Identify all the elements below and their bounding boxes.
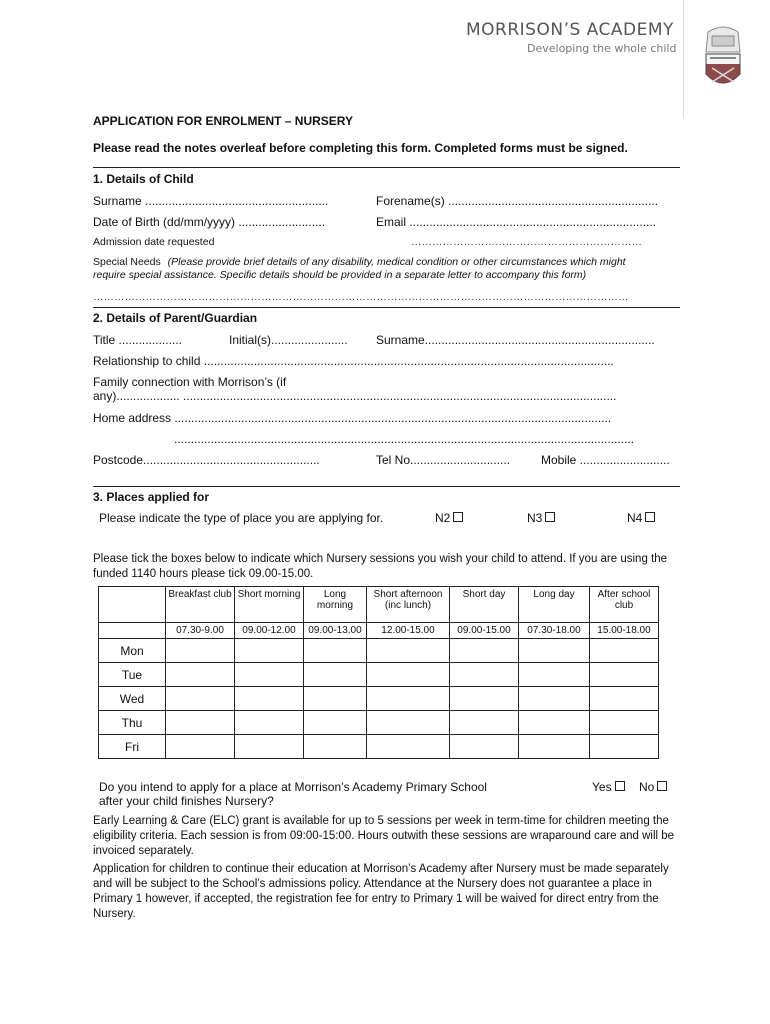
session-time: 09.00-13.00 bbox=[304, 623, 367, 639]
session-time: 09.00-15.00 bbox=[450, 623, 519, 639]
session-checkbox[interactable] bbox=[367, 735, 450, 759]
session-checkbox[interactable] bbox=[450, 639, 519, 663]
session-checkbox[interactable] bbox=[367, 663, 450, 687]
session-checkbox[interactable] bbox=[590, 711, 659, 735]
special-needs-note-2: require special assistance. Specific details should be provided in a separate letter to accompany this form) bbox=[93, 269, 587, 281]
session-checkbox[interactable] bbox=[166, 639, 235, 663]
checkbox-icon[interactable] bbox=[657, 781, 667, 791]
relationship-field[interactable]: Relationship to child ........................................................................................................................... bbox=[93, 354, 614, 368]
home-address-field-2[interactable]: .......................................................................................................................................... bbox=[174, 432, 635, 446]
session-time: 07.30-18.00 bbox=[519, 623, 590, 639]
session-checkbox[interactable] bbox=[519, 687, 590, 711]
session-header: After school club bbox=[590, 587, 659, 623]
session-checkbox[interactable] bbox=[166, 711, 235, 735]
school-tagline: Developing the whole child bbox=[527, 42, 677, 55]
day-label: Tue bbox=[99, 663, 166, 687]
primary-question: Do you intend to apply for a place at Morrison’s Academy Primary School bbox=[99, 780, 487, 794]
option-n4-label: N4 bbox=[627, 511, 643, 525]
admission-date-field[interactable]: ………………………………………………………… bbox=[411, 236, 642, 248]
sessions-table bbox=[98, 586, 659, 759]
child-dob-field[interactable]: Date of Birth (dd/mm/yyyy) .......................... bbox=[93, 215, 326, 229]
session-checkbox[interactable] bbox=[304, 735, 367, 759]
option-n3-label: N3 bbox=[527, 511, 543, 525]
session-header: Breakfast club bbox=[166, 587, 235, 623]
session-time: 15.00-18.00 bbox=[590, 623, 659, 639]
session-checkbox[interactable] bbox=[304, 687, 367, 711]
session-checkbox[interactable] bbox=[166, 687, 235, 711]
session-checkbox[interactable] bbox=[304, 711, 367, 735]
table-cell bbox=[99, 623, 166, 639]
option-n2[interactable] bbox=[435, 511, 463, 525]
session-header: Short day bbox=[450, 587, 519, 623]
option-n4[interactable] bbox=[627, 511, 655, 525]
parent-title-field[interactable]: Title ................... bbox=[93, 333, 182, 347]
form-instruction: Please read the notes overleaf before completing this form. Completed forms must be signed. bbox=[93, 141, 628, 155]
checkbox-icon[interactable] bbox=[645, 512, 655, 522]
session-checkbox[interactable] bbox=[235, 735, 304, 759]
option-n2-label: N2 bbox=[435, 511, 451, 525]
session-header: Long morning bbox=[304, 587, 367, 623]
crest-icon bbox=[700, 22, 746, 96]
no-option[interactable] bbox=[639, 780, 667, 794]
session-checkbox[interactable] bbox=[235, 639, 304, 663]
primary-question-2: after your child finishes Nursery? bbox=[99, 794, 274, 808]
section-rule bbox=[93, 307, 680, 308]
session-checkbox[interactable] bbox=[450, 735, 519, 759]
session-header: Long day bbox=[519, 587, 590, 623]
session-checkbox[interactable] bbox=[519, 639, 590, 663]
section-rule bbox=[93, 167, 680, 168]
header-divider bbox=[683, 0, 684, 118]
no-label: No bbox=[639, 780, 655, 794]
session-checkbox[interactable] bbox=[590, 639, 659, 663]
section-rule bbox=[93, 486, 680, 487]
application-note: Application for children to continue their education at Morrison’s Academy after Nursery must be made separately and will be subject to the School’s admissions policy. Attendance at the Nursery does not guarantee a place in Primary 1 however, if accepted, the registration fee for entry to Primary 1 will be waived for direct entry from the Nursery. bbox=[93, 863, 669, 920]
parent-initials-field[interactable]: Initial(s)....................... bbox=[229, 333, 348, 347]
session-time: 12.00-15.00 bbox=[367, 623, 450, 639]
session-header: Short afternoon (inc lunch) bbox=[367, 587, 450, 623]
place-type-label: Please indicate the type of place you are applying for. bbox=[99, 511, 384, 525]
session-checkbox[interactable] bbox=[235, 687, 304, 711]
session-checkbox[interactable] bbox=[450, 711, 519, 735]
tel-no-field[interactable]: Tel No.............................. bbox=[376, 453, 511, 467]
sessions-instruction: Please tick the boxes below to indicate which Nursery sessions you wish your child to attend. If you are using the funded 1140 hours please tick 09.00-15.00. bbox=[93, 553, 668, 580]
session-checkbox[interactable] bbox=[450, 687, 519, 711]
section2-heading: 2. Details of Parent/Guardian bbox=[93, 311, 258, 325]
checkbox-icon[interactable] bbox=[453, 512, 463, 522]
day-label: Thu bbox=[99, 711, 166, 735]
checkbox-icon[interactable] bbox=[615, 781, 625, 791]
day-label: Wed bbox=[99, 687, 166, 711]
session-checkbox[interactable] bbox=[450, 663, 519, 687]
section3-heading: 3. Places applied for bbox=[93, 490, 210, 504]
day-label: Mon bbox=[99, 639, 166, 663]
session-time: 09.00-12.00 bbox=[235, 623, 304, 639]
yes-option[interactable] bbox=[592, 780, 625, 794]
session-checkbox[interactable] bbox=[519, 711, 590, 735]
session-time: 07.30-9.00 bbox=[166, 623, 235, 639]
special-needs-label: Special Needs bbox=[93, 256, 161, 268]
checkbox-icon[interactable] bbox=[545, 512, 555, 522]
parent-surname-field[interactable]: Surname..................................................................... bbox=[376, 333, 655, 347]
session-checkbox[interactable] bbox=[590, 735, 659, 759]
option-n3[interactable] bbox=[527, 511, 555, 525]
day-label: Fri bbox=[99, 735, 166, 759]
session-checkbox[interactable] bbox=[166, 735, 235, 759]
yes-label: Yes bbox=[592, 780, 612, 794]
postcode-field[interactable]: Postcode..................................................... bbox=[93, 453, 320, 467]
session-checkbox[interactable] bbox=[519, 663, 590, 687]
session-checkbox[interactable] bbox=[235, 711, 304, 735]
session-checkbox[interactable] bbox=[590, 663, 659, 687]
table-corner bbox=[99, 587, 166, 623]
family-connection-label: Family connection with Morrison’s (if bbox=[93, 375, 287, 389]
child-surname-field[interactable]: Surname ....................................................... bbox=[93, 194, 329, 208]
session-checkbox[interactable] bbox=[367, 687, 450, 711]
admission-label: Admission date requested bbox=[93, 236, 215, 248]
mobile-field[interactable]: Mobile ........................... bbox=[541, 453, 670, 467]
school-name: MORRISON’S ACADEMY bbox=[466, 20, 674, 40]
session-checkbox[interactable] bbox=[304, 639, 367, 663]
home-address-field[interactable]: Home address ................................................................................................................................... bbox=[93, 411, 612, 425]
session-checkbox[interactable] bbox=[166, 663, 235, 687]
special-needs-field[interactable]: ……………………………………………………………………………………………………………………………………… bbox=[93, 291, 629, 303]
session-checkbox[interactable] bbox=[304, 663, 367, 687]
child-email-field[interactable]: Email .......................................................................... bbox=[376, 215, 657, 229]
family-connection-field[interactable]: any)................... .................................................................................................................................. bbox=[93, 389, 617, 403]
session-checkbox[interactable] bbox=[235, 663, 304, 687]
form-title: APPLICATION FOR ENROLMENT – NURSERY bbox=[93, 114, 354, 128]
session-checkbox[interactable] bbox=[590, 687, 659, 711]
special-needs-note: (Please provide brief details of any disability, medical condition or other circumstances which might bbox=[167, 256, 626, 268]
elc-note: Early Learning & Care (ELC) grant is available for up to 5 sessions per week in term-time for children meeting the eligibility criteria. Each session is from 09:00-15:00. Hours outwith these sessions are wraparound care and will be invoiced separately. bbox=[93, 815, 675, 857]
session-checkbox[interactable] bbox=[519, 735, 590, 759]
session-checkbox[interactable] bbox=[367, 639, 450, 663]
session-header: Short morning bbox=[235, 587, 304, 623]
session-checkbox[interactable] bbox=[367, 711, 450, 735]
child-forenames-field[interactable]: Forename(s) ............................................................... bbox=[376, 194, 659, 208]
section1-heading: 1. Details of Child bbox=[93, 172, 194, 186]
